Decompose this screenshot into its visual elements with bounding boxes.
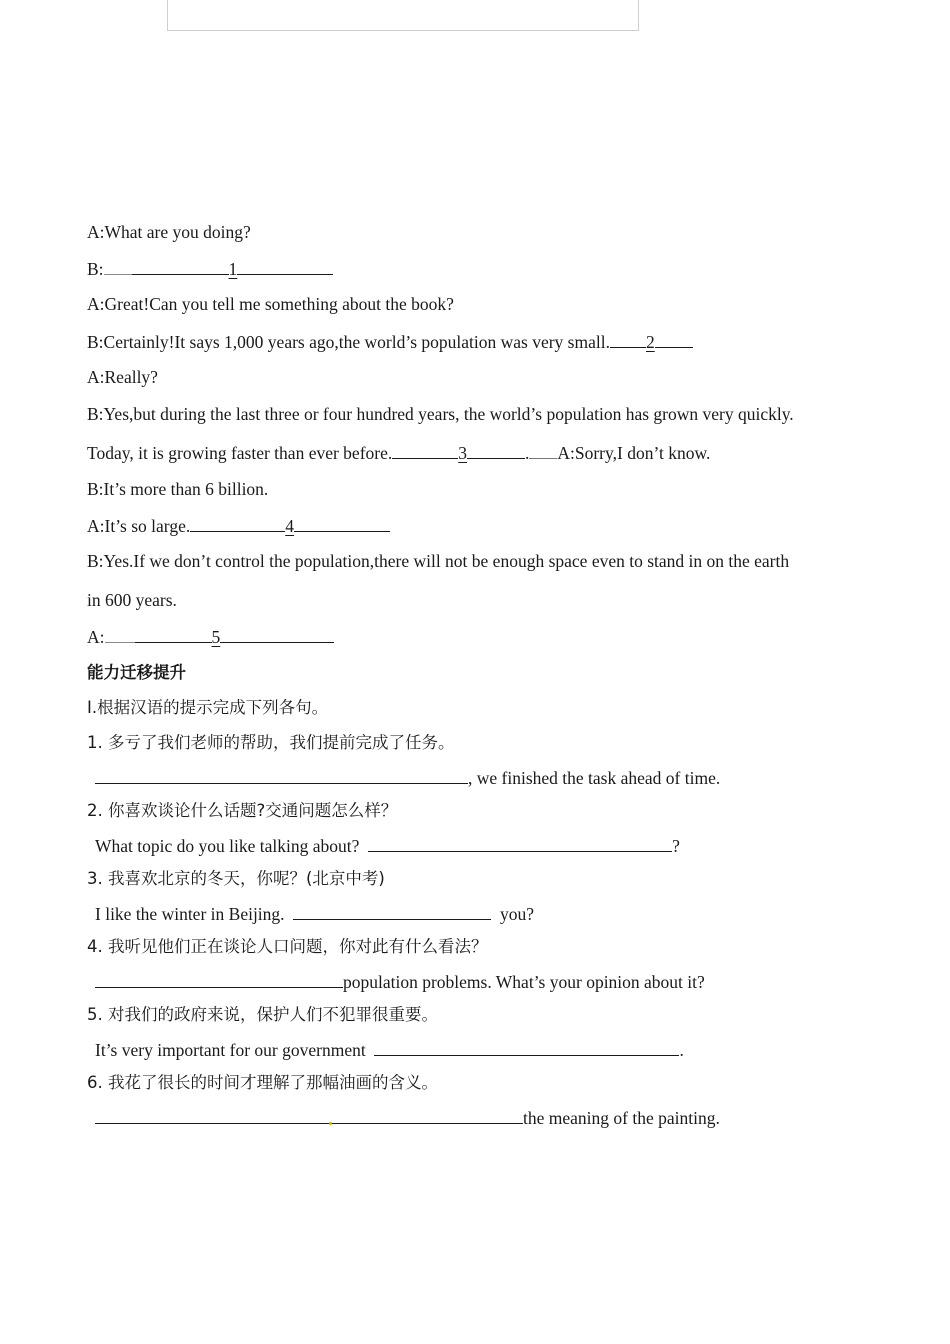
- dialogue-line-9: [87, 514, 390, 537]
- answer-blank[interactable]: [135, 625, 212, 643]
- dialogue-line-12: [87, 625, 334, 648]
- top-box-frame: [167, 0, 639, 31]
- blank-number: 2: [645, 332, 655, 352]
- dialogue-line-8: B:It’s more than 6 billion.: [87, 479, 269, 499]
- answer-blank[interactable]: [237, 257, 333, 275]
- dialogue-text: .: [525, 443, 530, 463]
- question-4-chinese: 4. 我听见他们正在谈论人口问题，你对此有什么看法？: [87, 937, 488, 956]
- sentence-text: , we finished the task ahead of time.: [468, 768, 721, 788]
- dialogue-line-4: [87, 330, 693, 353]
- question-4-english: [95, 970, 705, 993]
- sentence-text: It’s very important for our government: [95, 1040, 366, 1060]
- question-5-chinese: 5. 对我们的政府来说，保护人们不犯罪很重要。: [87, 1005, 438, 1024]
- answer-blank[interactable]: [329, 1106, 523, 1124]
- dialogue-line-3: A:Great!Can you tell me something about the book?: [87, 294, 454, 314]
- section-heading: 能力迁移提升: [87, 663, 186, 682]
- question-3-chinese: 3. 我喜欢北京的冬天，你呢？(北京中考): [87, 869, 385, 888]
- answer-blank[interactable]: [293, 902, 491, 920]
- sentence-text: population problems. What’s your opinion about it?: [343, 972, 705, 992]
- sentence-text: the meaning of the painting.: [523, 1108, 720, 1128]
- answer-blank[interactable]: [105, 625, 135, 643]
- question-2-english: [95, 834, 680, 857]
- answer-blank[interactable]: [95, 766, 468, 784]
- answer-blank[interactable]: [467, 441, 525, 459]
- dialogue-line-6: B:Yes,but during the last three or four hundred years, the world’s population has grown very quickly.: [87, 404, 794, 424]
- dialogue-line-2: [87, 257, 333, 280]
- answer-blank[interactable]: [294, 514, 390, 532]
- sentence-text: What topic do you like talking about?: [95, 836, 360, 856]
- dialogue-line-7: [87, 441, 710, 464]
- stray-mark: [329, 1122, 332, 1125]
- dialogue-line-1: A:What are you doing?: [87, 222, 251, 242]
- section-instruction: I.根据汉语的提示完成下列各句。: [87, 698, 329, 717]
- sentence-text: you?: [500, 904, 535, 924]
- answer-blank[interactable]: [368, 834, 672, 852]
- speaker-label: A:: [87, 627, 105, 647]
- question-3-english: [95, 902, 534, 925]
- question-6-english: [95, 1106, 720, 1129]
- question-1-english: [95, 766, 720, 789]
- question-6-chinese: 6. 我花了很长的时间才理解了那幅油画的含义。: [87, 1073, 438, 1092]
- dialogue-line-11: in 600 years.: [87, 590, 177, 610]
- blank-number: 4: [285, 516, 294, 536]
- question-1-chinese: 1. 多亏了我们老师的帮助，我们提前完成了任务。: [87, 733, 455, 752]
- blank-number: 1: [228, 259, 238, 279]
- answer-blank[interactable]: [392, 441, 458, 459]
- sentence-text: I like the winter in Beijing.: [95, 904, 285, 924]
- answer-blank[interactable]: [132, 257, 229, 275]
- sentence-text: ?: [672, 836, 680, 856]
- blank-number: 5: [211, 627, 221, 647]
- answer-blank[interactable]: [374, 1038, 679, 1056]
- answer-blank[interactable]: [95, 1106, 329, 1124]
- answer-blank[interactable]: [220, 625, 334, 643]
- question-2-chinese: 2. 你喜欢谈论什么话题?交通问题怎么样？: [87, 801, 398, 820]
- dialogue-text: Today, it is growing faster than ever before.: [87, 443, 393, 463]
- answer-blank[interactable]: [610, 330, 646, 348]
- dialogue-line-10: B:Yes.If we don’t control the population,there will not be enough space even to stand in on the earth: [87, 551, 790, 571]
- question-5-english: [95, 1038, 684, 1061]
- answer-blank[interactable]: [190, 514, 285, 532]
- answer-blank[interactable]: [655, 330, 693, 348]
- dialogue-text: B:Certainly!It says 1,000 years ago,the world’s population was very small.: [87, 332, 610, 352]
- answer-blank[interactable]: [529, 441, 557, 459]
- answer-blank[interactable]: [95, 970, 343, 988]
- dialogue-text: A:It’s so large.: [87, 516, 191, 536]
- answer-blank[interactable]: [104, 257, 132, 275]
- speaker-label: B:: [87, 259, 104, 279]
- sentence-text: .: [679, 1040, 684, 1060]
- blank-number: 3: [458, 443, 467, 463]
- dialogue-line-5: A:Really?: [87, 367, 158, 387]
- dialogue-text: A:Sorry,I don’t know.: [557, 443, 711, 463]
